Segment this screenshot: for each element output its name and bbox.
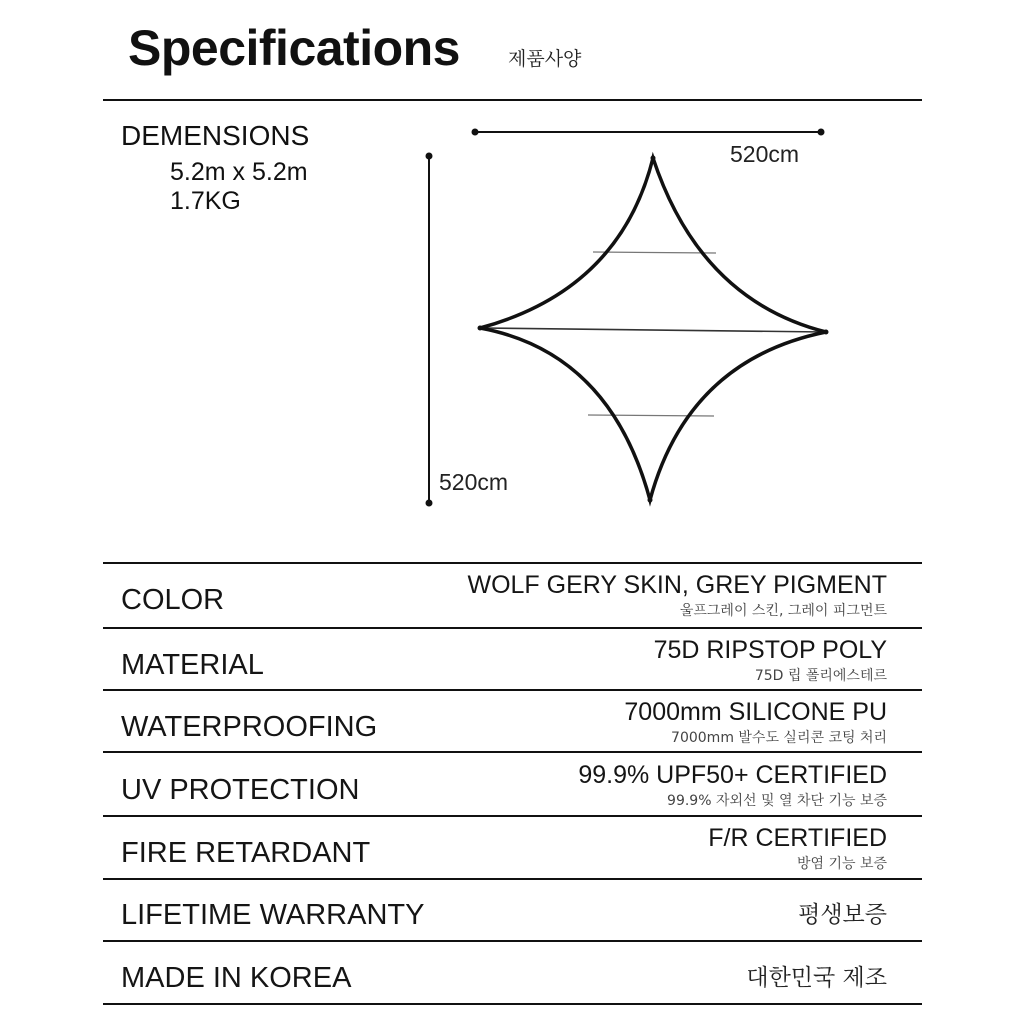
spec-label: MATERIAL <box>121 649 264 681</box>
row-divider <box>103 689 922 691</box>
spec-value-korean: 7000mm 발수도 실리콘 코팅 처리 <box>671 730 887 746</box>
seam-middle <box>482 328 826 332</box>
spec-value-korean: 99.9% 자외선 및 열 차단 기능 보증 <box>667 793 887 809</box>
row-divider <box>103 627 922 629</box>
spec-value-korean: 75D 립 폴리에스테르 <box>754 668 887 684</box>
spec-value-korean: 울프그레이 스킨, 그레이 피그먼트 <box>679 603 887 619</box>
width-measure-line <box>472 129 825 136</box>
row-divider <box>103 751 922 753</box>
height-measure-label: 520cm <box>439 469 509 495</box>
spec-value-korean: 대한민국 제조 <box>746 965 887 991</box>
spec-row-fire-retardant <box>103 818 922 880</box>
spec-row-lifetime-warranty <box>103 880 922 942</box>
spec-value: 75D RIPSTOP POLY <box>653 636 887 664</box>
spec-value-korean: 방염 기능 보증 <box>796 856 887 872</box>
spec-value-korean: 평생보증 <box>798 902 887 928</box>
spec-label: FIRE RETARDANT <box>121 837 371 869</box>
spec-label: UV PROTECTION <box>121 774 360 806</box>
dimensions-label: DEMENSIONS <box>121 120 310 151</box>
seam-lower <box>588 415 714 416</box>
page-subtitle: 제품사양 <box>508 48 582 70</box>
spec-label: WATERPROOFING <box>121 711 378 743</box>
spec-row-made-in-korea <box>103 943 922 1005</box>
dimensions-weight: 1.7KG <box>170 187 241 215</box>
spec-label: LIFETIME WARRANTY <box>121 899 425 931</box>
spec-label: MADE IN KOREA <box>121 962 352 994</box>
row-divider <box>103 815 922 817</box>
spec-value: 7000mm SILICONE PU <box>624 698 887 726</box>
dimensions-size: 5.2m x 5.2m <box>170 158 308 186</box>
width-measure-label: 520cm <box>730 141 800 167</box>
spec-row-waterproofing <box>103 692 922 754</box>
spec-row-material <box>103 630 922 692</box>
height-measure-line <box>426 153 433 507</box>
spec-label: COLOR <box>121 584 225 616</box>
spec-value: 99.9% UPF50+ CERTIFIED <box>578 761 887 789</box>
spec-value: F/R CERTIFIED <box>708 824 887 852</box>
specs-divider-bottom <box>103 1003 922 1005</box>
row-divider <box>103 940 922 942</box>
specs-divider-top <box>103 562 922 564</box>
spec-value: WOLF GERY SKIN, GREY PIGMENT <box>467 571 887 599</box>
spec-row-uv-protection <box>103 755 922 817</box>
seam-upper <box>593 252 716 253</box>
spec-row-color <box>103 565 922 627</box>
page-title: Specifications <box>128 20 460 76</box>
